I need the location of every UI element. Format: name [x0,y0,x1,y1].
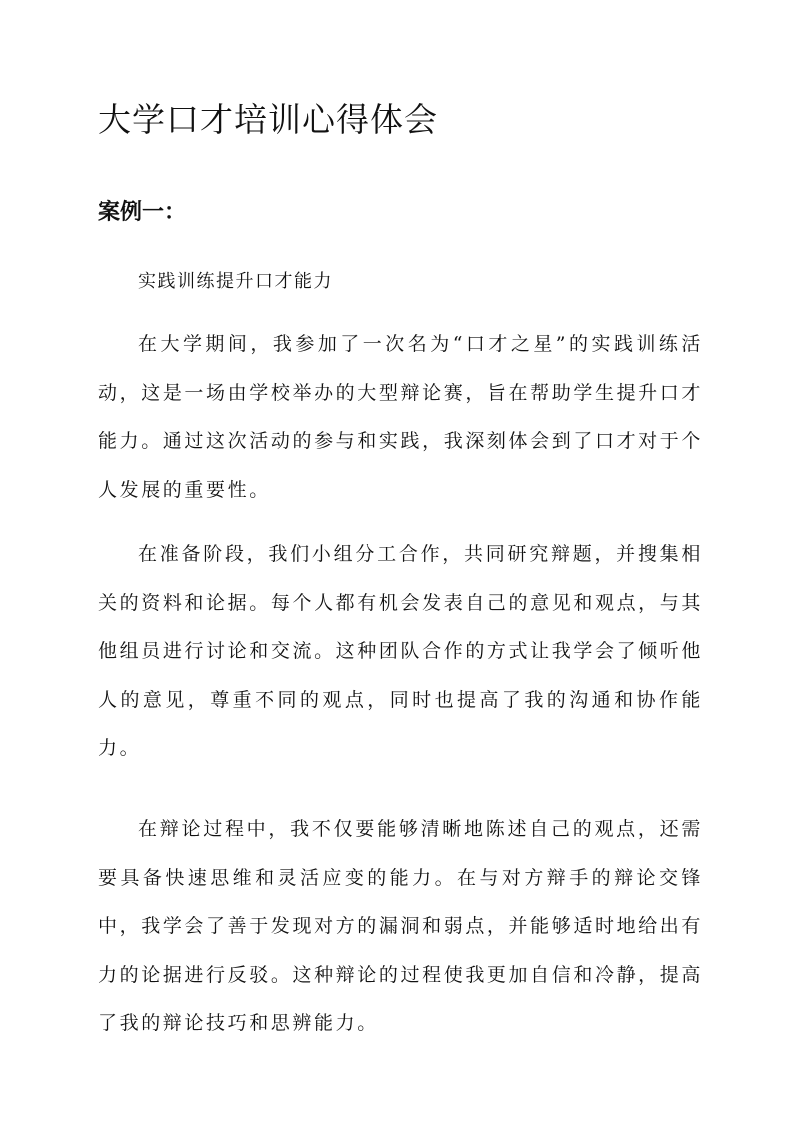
document-title: 大学口才培训心得体会 [98,100,438,139]
case-heading: 案例一： [98,199,187,225]
paragraph: 在辩论过程中，我不仅要能够清晰地陈述自己的观点，还需要具备快速思维和灵活应变的能力。在与对方辩手的辩论交锋中，我学会了善于发现对方的漏洞和弱点，并能够适时地给出有力的论据进行反驳。这种辩论的过程使我更加自信和冷静，提高了我的辩论技巧和思辨能力。 [98,818,703,1034]
section-subtitle: 实践训练提升口才能力 [138,271,333,292]
paragraph: 在准备阶段，我们小组分工合作，共同研究辩题，并搜集相关的资料和论据。每个人都有机会发表自己的意见和观点，与其他组员进行讨论和交流。这种团队合作的方式让我学会了倾听他人的意见，尊重不同的观点，同时也提高了我的沟通和协作能力。 [98,543,703,759]
paragraph: 在大学期间，我参加了一次名为“口才之星”的实践训练活动，这是一场由学校举办的大型辩论赛，旨在帮助学生提升口才能力。通过这次活动的参与和实践，我深刻体会到了口才对于个人发展的重要性。 [98,333,703,501]
